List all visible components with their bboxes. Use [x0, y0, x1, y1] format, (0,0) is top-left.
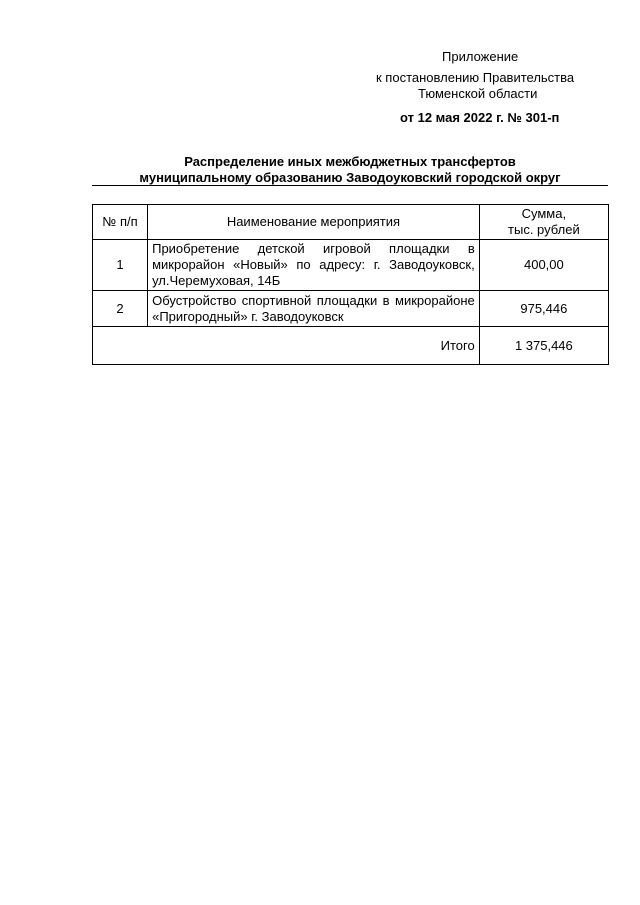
column-header-num: № п/п [93, 205, 148, 240]
column-header-sum [479, 205, 608, 240]
row-sum: 400,00 [479, 240, 608, 291]
document-title-line2: муниципальному образованию Заводоуковский городской округ [139, 170, 561, 185]
date-number-label: от 12 мая 2022 г. № 301-п [400, 110, 560, 125]
row-num: 2 [93, 291, 148, 327]
resolution-label: к постановлению Правительства [376, 70, 575, 85]
table-row [93, 240, 609, 291]
total-sum: 1 375,446 [479, 327, 608, 365]
appendix-label: Приложение [442, 49, 519, 64]
row-sum: 975,446 [479, 291, 608, 327]
column-header-name: Наименование мероприятия [148, 205, 480, 240]
column-header-sum-line2: тыс. рублей [508, 222, 580, 237]
row-name: Приобретение детской игровой площадки в микрорайон «Новый» по адресу: г. Заводоуковск, ул.Черемуховая, 14Б [148, 240, 480, 291]
transfers-table [92, 204, 609, 365]
row-num: 1 [93, 240, 148, 291]
table-header-row [93, 205, 609, 240]
column-header-sum-line1: Сумма, [521, 206, 567, 221]
document-title-line1: Распределение иных межбюджетных трансфертов [184, 154, 516, 169]
table-row [93, 291, 609, 327]
total-label: Итого [93, 327, 480, 365]
title-underline [92, 185, 608, 186]
region-label: Тюменской области [418, 86, 538, 101]
row-name: Обустройство спортивной площадки в микрорайоне «Пригородный» г. Заводоуковск [148, 291, 480, 327]
table-total-row [93, 327, 609, 365]
